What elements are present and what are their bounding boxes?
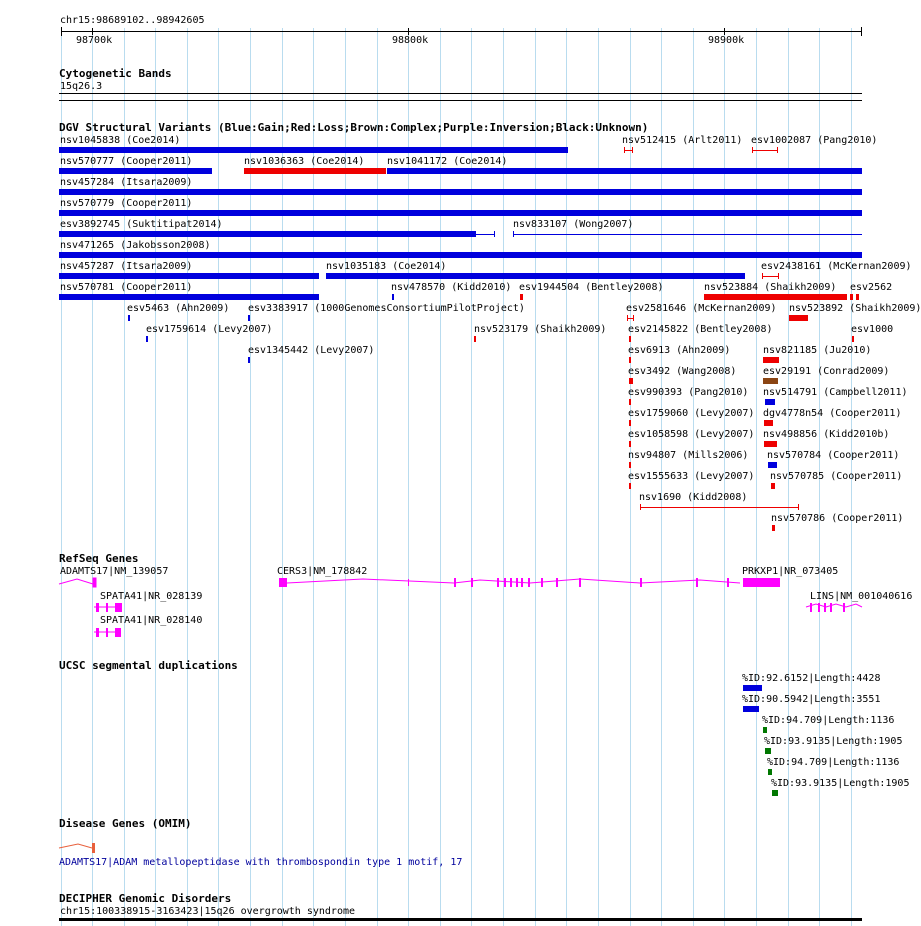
variant-label[interactable]: nsv821185 (Ju2010) — [763, 345, 872, 356]
variant-label[interactable]: esv5463 (Ahn2009) — [127, 303, 230, 314]
decipher-track-title[interactable]: DECIPHER Genomic Disorders — [59, 892, 232, 905]
variant-label[interactable]: nsv523884 (Shaikh2009) — [704, 282, 837, 293]
variant-label[interactable]: nsv523892 (Shaikh2009) — [789, 303, 921, 314]
variant-label[interactable]: esv1759614 (Levy2007) — [146, 324, 273, 335]
variant-label[interactable]: esv2562 — [850, 282, 893, 293]
segdup-bar[interactable] — [768, 769, 772, 775]
refseq-track-title[interactable]: RefSeq Genes — [59, 552, 139, 565]
variant-label[interactable]: esv1002087 (Pang2010) — [751, 135, 878, 146]
variant-label[interactable]: esv3892745 (Suktitipat2014) — [60, 219, 223, 230]
variant-label[interactable]: nsv570786 (Cooper2011) — [771, 513, 904, 524]
gene-model-lins[interactable] — [806, 603, 862, 612]
variant-label[interactable]: nsv570781 (Cooper2011) — [60, 282, 193, 293]
variant-label[interactable]: nsv1036363 (Coe2014) — [244, 156, 365, 167]
segdup-label[interactable]: %ID:93.9135|Length:1905 — [764, 736, 903, 747]
variant-label[interactable]: nsv1690 (Kidd2008) — [639, 492, 748, 503]
location-label: chr15:98689102..98942605 — [60, 15, 205, 26]
variant-label[interactable]: esv2145822 (Bentley2008) — [628, 324, 773, 335]
variant-label[interactable]: esv990393 (Pang2010) — [628, 387, 749, 398]
segdup-label[interactable]: %ID:90.5942|Length:3551 — [742, 694, 881, 705]
variant-label[interactable]: nsv457284 (Itsara2009) — [60, 177, 193, 188]
variant-label[interactable]: esv2581646 (McKernan2009) — [626, 303, 777, 314]
variant-label[interactable]: nsv514791 (Campbell2011) — [763, 387, 908, 398]
segdup-bar[interactable] — [765, 748, 771, 754]
variant-label[interactable]: nsv570784 (Cooper2011) — [767, 450, 900, 461]
omim-track-title[interactable]: Disease Genes (OMIM) — [59, 817, 192, 830]
gene-model-adamts17[interactable] — [59, 578, 96, 587]
variant-label[interactable]: nsv833107 (Wong2007) — [513, 219, 634, 230]
segdup-label[interactable]: %ID:94.709|Length:1136 — [762, 715, 895, 726]
ruler-tick-label: 98800k — [392, 35, 429, 46]
ruler-tick-label: 98700k — [76, 35, 113, 46]
variant-label[interactable]: esv6913 (Ahn2009) — [628, 345, 731, 356]
gene-label[interactable]: ADAMTS17|NM_139057 — [60, 566, 169, 577]
gene-label[interactable]: LINS|NM_001040616 — [810, 591, 913, 602]
variant-label[interactable]: nsv1045838 (Coe2014) — [60, 135, 181, 146]
gene-model-spata41-b[interactable] — [94, 628, 121, 637]
segdup-label[interactable]: %ID:94.709|Length:1136 — [767, 757, 900, 768]
variant-label[interactable]: nsv478570 (Kidd2010) — [391, 282, 512, 293]
segdup-label[interactable]: %ID:93.9135|Length:1905 — [771, 778, 910, 789]
variant-label[interactable]: nsv94807 (Mills2006) — [628, 450, 749, 461]
variant-label[interactable]: esv2438161 (McKernan2009) — [761, 261, 912, 272]
gene-label[interactable]: PRKXP1|NR_073405 — [742, 566, 839, 577]
segdup-bar[interactable] — [772, 790, 778, 796]
ruler-tick-label: 98900k — [708, 35, 745, 46]
segdup-bar[interactable] — [763, 727, 767, 733]
gene-label[interactable]: CERS3|NM_178842 — [277, 566, 368, 577]
cytoband-track-title[interactable]: Cytogenetic Bands — [59, 67, 172, 80]
variant-label[interactable]: esv29191 (Conrad2009) — [763, 366, 890, 377]
gene-label[interactable]: SPATA41|NR_028140 — [100, 615, 203, 626]
variant-label[interactable]: nsv498856 (Kidd2010b) — [763, 429, 890, 440]
variant-label[interactable]: nsv457287 (Itsara2009) — [60, 261, 193, 272]
segdup-bar[interactable] — [743, 706, 759, 712]
dgv-track-title[interactable]: DGV Structural Variants (Blue:Gain;Red:Loss;Brown:Complex;Purple:Inversion;Black:Unknown) — [59, 121, 649, 134]
omim-label[interactable]: ADAMTS17|ADAM metallopeptidase with thrombospondin type 1 motif, 17 — [59, 857, 463, 868]
variant-label[interactable]: esv3383917 (1000GenomesConsortiumPilotProject) — [248, 303, 525, 314]
variant-label[interactable]: nsv1035183 (Coe2014) — [326, 261, 447, 272]
variant-label[interactable]: esv1058598 (Levy2007) — [628, 429, 755, 440]
segdup-track-title[interactable]: UCSC segmental duplications — [59, 659, 238, 672]
decipher-label[interactable]: chr15:100338915-3163423|15q26 overgrowth syndrome — [60, 906, 356, 917]
variant-label[interactable]: esv1345442 (Levy2007) — [248, 345, 375, 356]
cytoband-label[interactable]: 15q26.3 — [60, 81, 103, 92]
variant-label[interactable]: nsv1041172 (Coe2014) — [387, 156, 508, 167]
gene-model-prkxp1[interactable] — [743, 578, 780, 587]
gene-model-cers3[interactable] — [279, 578, 740, 587]
variant-label[interactable]: nsv570785 (Cooper2011) — [770, 471, 903, 482]
variant-label[interactable]: esv1555633 (Levy2007) — [628, 471, 755, 482]
variant-label[interactable]: esv1759060 (Levy2007) — [628, 408, 755, 419]
variant-label[interactable]: esv3492 (Wang2008) — [628, 366, 737, 377]
variant-label[interactable]: nsv512415 (Arlt2011) — [622, 135, 743, 146]
segdup-bar[interactable] — [743, 685, 762, 691]
variant-label[interactable]: dgv4778n54 (Cooper2011) — [763, 408, 902, 419]
variant-label[interactable]: nsv570779 (Cooper2011) — [60, 198, 193, 209]
omim-gene-model[interactable] — [58, 840, 98, 854]
variant-label[interactable]: esv1000 — [851, 324, 894, 335]
variant-label[interactable]: nsv471265 (Jakobsson2008) — [60, 240, 211, 251]
decipher-bar[interactable] — [59, 918, 862, 921]
gene-label[interactable]: SPATA41|NR_028139 — [100, 591, 203, 602]
variant-label[interactable]: nsv523179 (Shaikh2009) — [474, 324, 607, 335]
segdup-label[interactable]: %ID:92.6152|Length:4428 — [742, 673, 881, 684]
variant-label[interactable]: esv1944504 (Bentley2008) — [519, 282, 664, 293]
variant-label[interactable]: nsv570777 (Cooper2011) — [60, 156, 193, 167]
gene-model-spata41-a[interactable] — [94, 603, 122, 612]
